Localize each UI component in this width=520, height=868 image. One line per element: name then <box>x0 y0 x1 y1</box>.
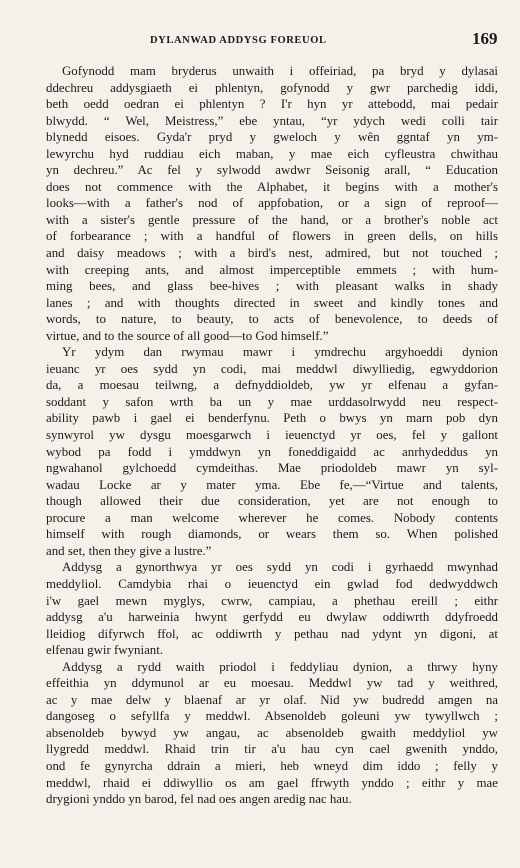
text-line: lleidiog difyrwch ffol, ac oddiwrth y pethau nad ydynt yn digoni, at <box>46 626 498 641</box>
text-line: and daisy meadows ; with a bird's nest, admired, but not touched ; <box>46 246 498 261</box>
text-line: yn dechreu.” Ac fel y sylwodd awdwr Seisonig arall, “ Education <box>46 163 498 178</box>
text-line: llygredd meddwl. Rhaid trin tir a'u hau cyn cael gwenith ynddo, <box>46 742 498 757</box>
text-line: does not commence with the Alphabet, it begins with a mother's <box>46 179 498 194</box>
text-line: synwyrol yw dysgu moesgarwch i ieuenctyd yr oes, fel y gallont <box>46 428 498 443</box>
text-line: ming bees, and glass bee-hives ; with pleasant walks in shady <box>46 279 498 294</box>
text-line: meddyliol. Camdybia rhai o ieuenctyd ein gwlad fod dedwyddwch <box>46 576 498 591</box>
paragraph <box>46 559 498 658</box>
text-line: words, to nature, to beauty, to acts of benevolence, to deeds of <box>46 312 498 327</box>
text-line: blynedd eisoes. Gyda'r pryd y gweloch y wên ggntaf yn ym- <box>46 130 498 145</box>
text-line: of forbearance ; with a handful of flowers in green dells, on hills <box>46 229 498 244</box>
text-line: ability pawb i gael ei benderfynu. Peth o bwys yn marn pob dyn <box>46 411 498 426</box>
text-line: addysg a'u harweinia hwynt gerfydd eu dwylaw oddiwrth ddyfroedd <box>46 610 498 625</box>
text-line: virtue, and to the source of all good—to God himself.” <box>46 328 329 343</box>
text-line: though allowed their due consideration, yet are not enough to <box>46 494 498 509</box>
text-line: wadau Locke ar y mater yma. Ebe fe,—“Virtue and talents, <box>46 477 498 492</box>
text-line: ond fe gynyrcha ddrain a mieri, heb wneyd dim iddo ; felly y <box>46 758 498 773</box>
text-line: himself with rough diamonds, or wears them so. When polished <box>46 527 498 542</box>
text-line: Yr ydym dan rwymau mawr i ymdrechu argyhoeddi dynion <box>62 345 498 360</box>
text-line: elfenau gwir fwyniant. <box>46 643 164 658</box>
running-head: DYLANWAD ADDYSG FOREUOL <box>150 35 327 46</box>
text-line: ieuanc yr oes sydd yn codi, mai meddwl diwylliedig, egwyddorion <box>46 361 498 376</box>
body-text <box>46 63 498 808</box>
text-line: soddant y safon wrth ba un y mae urddasolrwydd neu respect- <box>46 394 498 409</box>
text-line: and set, then they give a lustre.” <box>46 543 212 558</box>
text-line: beth oedd oedran ei phlentyn ? I'r hyn yr attebodd, mai pedair <box>46 97 498 112</box>
text-line: blwydd. “ Wel, Meistress,” ebe yntau, “yr ydych wedi colli tair <box>46 113 498 128</box>
text-line: with creeping ants, and almost imperceptible emmets ; with hum- <box>46 262 498 277</box>
text-line: effeithia yn ddymunol ar eu moesau. Meddwl yw tad y weithred, <box>46 676 498 691</box>
text-line: i'w gael mewn myglys, cwrw, campiau, a phethau ereill ; eithr <box>46 593 498 608</box>
text-line: Addysg a gynorthwya yr oes sydd yn codi i gyrhaedd mwynhad <box>62 560 498 575</box>
text-line: ddechreu addysgiaeth ei phlentyn, gofynodd y gwr parchedig iddi, <box>46 80 498 95</box>
text-line: ac y mae delw y blaenaf ar yr olaf. Nid yw budredd amgen na <box>46 692 498 707</box>
text-line: absenoldeb bywyd yw angau, ac absenoldeb gwaith meddyliol yw <box>46 725 498 740</box>
text-line: wybod pa fodd i ymddwyn yn foneddigaidd ac anrhydeddus yn <box>46 444 498 459</box>
text-line: Gofynodd mam bryderus unwaith i offeiriad, pa bryd y dylasai <box>62 64 498 78</box>
page-header <box>0 0 520 56</box>
text-line: with a sister's gentle pressure of the hand, or a brother's noble act <box>46 212 498 227</box>
text-line: drygioni ynddo yn barod, fel nad oes angen aredig nac hau. <box>46 792 352 807</box>
text-line: lanes ; and with thoughts directed in sweet and kindly tones and <box>46 295 498 310</box>
paragraph <box>46 344 498 559</box>
page-number: 169 <box>472 29 498 48</box>
paragraph <box>46 659 498 808</box>
text-line: ngwahanol gylchoedd cymdeithas. Mae priodoldeb mawr yn syl- <box>46 461 498 476</box>
text-line: da, a moesau teilwng, a defnyddioldeb, yw yr elfenau a gyfan- <box>46 378 498 393</box>
text-line: Addysg a rydd waith priodol i feddyliau dynion, a thrwy hyny <box>62 659 498 674</box>
text-line: dangoseg o sefyllfa y meddwl. Absenoldeb goleuni yw tywyllwch ; <box>46 709 498 724</box>
paragraph <box>46 63 498 344</box>
text-line: lewyrchu hyd ruddiau eich maban, y mae eich cyfleustra chwithau <box>46 146 498 161</box>
text-line: procure a man welcome wherever he comes. Nobody contents <box>46 510 498 525</box>
text-line: looks—with a father's nod of appfobation, or a sign of reproof— <box>46 196 498 211</box>
text-line: meddwl, rhaid ei ddiwyllio os am gael ffrwyth ynddo ; eithr y mae <box>46 775 498 790</box>
